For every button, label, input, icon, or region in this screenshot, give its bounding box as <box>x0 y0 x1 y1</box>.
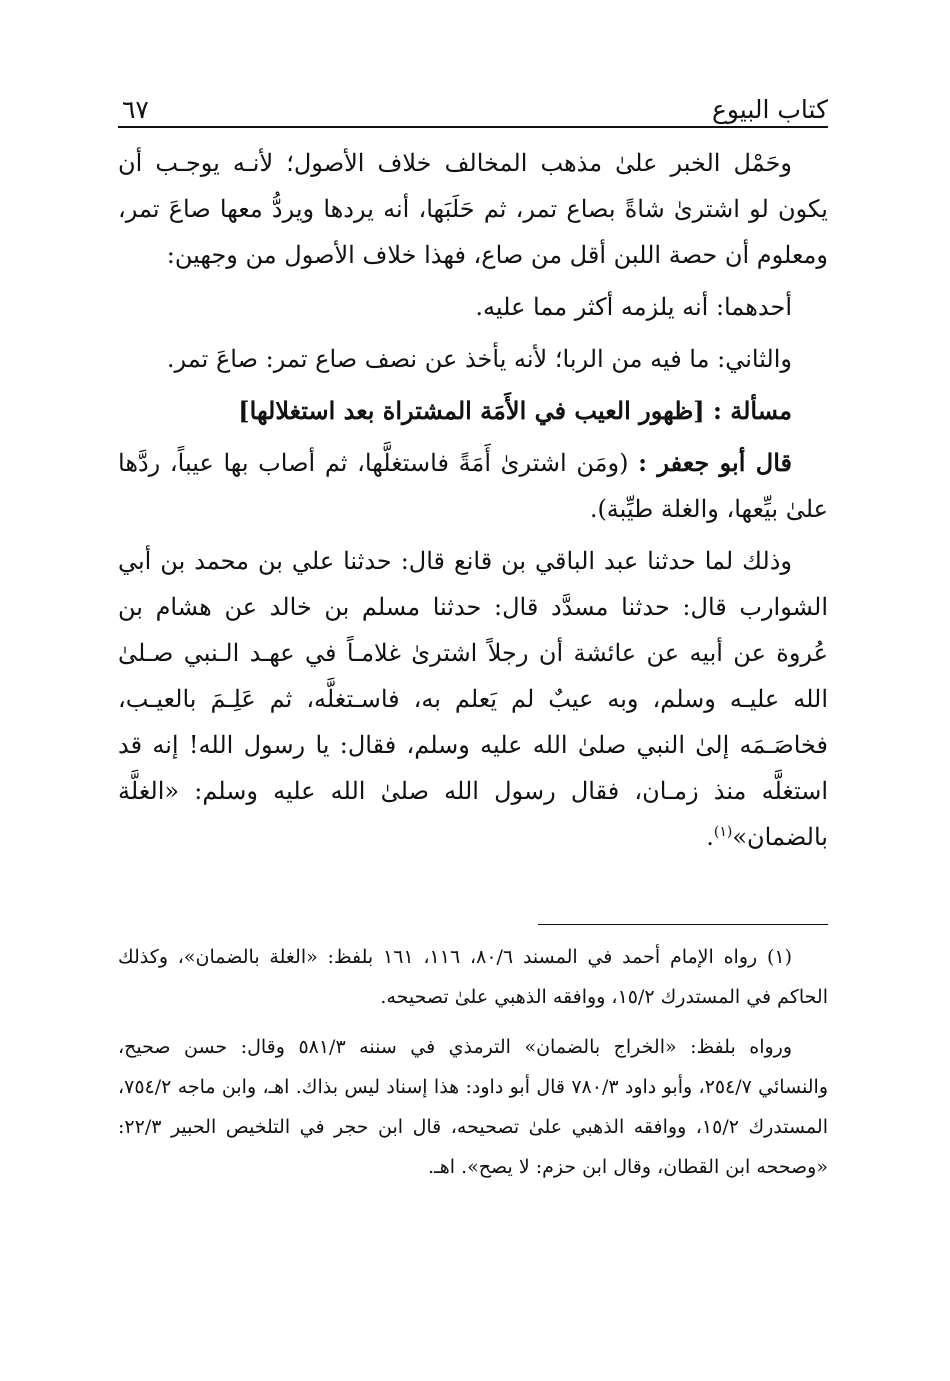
paragraph-2: أحدهما: أنه يلزمه أكثر مما عليه. <box>475 293 792 321</box>
paragraph-3: والثاني: ما فيه من الربا؛ لأنه يأخذ عن نصف صاع تمر: صاعَ تمر. <box>166 345 792 373</box>
quote-paragraph <box>118 440 828 532</box>
page-header <box>118 86 828 128</box>
hadith-end: . <box>706 823 714 851</box>
speaker-label: قال أبو جعفر : <box>638 448 792 477</box>
issue-heading <box>118 388 828 434</box>
footnote-separator <box>538 924 828 925</box>
hadith-paragraph <box>118 538 828 860</box>
book-page <box>118 86 828 1197</box>
running-title: كتاب البيوع <box>711 95 828 124</box>
footnote-1-continued: ورواه بلفظ: «الخراج بالضمان» الترمذي في سننه ٥٨١/٣ وقال: حسن صحيح، والنسائي ٢٥٤/٧، وأبو داود ٧٨٠/٣ قال أبو داود: هذا إسناد ليس بذاك. اهـ، وابن ماجه ٧٥٤/٢، المستدرك ١٥/٢، ووافقه الذهبي علىٰ تصحيحه، قال ابن حجر في التلخيص الحبير ٢٢/٣: «وصححه ابن القطان، وقال ابن حزم: لا يصح». اهـ. <box>118 1036 829 1178</box>
paragraph-1: وحَمْل الخبر علىٰ مذهب المخالف خلاف الأصول؛ لأنـه يوجـب أن يكون لو اشترىٰ شاةً بصاع تمر، ثم حَلَبَها، أنه يردها ويردُّ معها صاعَ تمر، ومعلوم أن حصة اللبن أقل من صاع، فهذا خلاف الأصول من وجهين: <box>118 149 828 269</box>
footnote-ref: (١) <box>713 824 733 840</box>
issue-title: [ظهور العيب في الأَمَة المشتراة بعد استغلالها] <box>238 396 705 425</box>
hadith-text: وذلك لما حدثنا عبد الباقي بن قانع قال: حدثنا علي بن محمد بن أبي الشوارب قال: حدثنا مسدَّد قال: حدثنا مسلم بن خالد عن هشام بن عُروة عن أبيه عن عائشة أن رجلاً اشترىٰ غلامـاً في عهـد الـنبي صـلىٰ الله عليـه وسلم، وبه عيبٌ لم يَعلم به، فاسـتغلَّه، ثم عَلِـمَ بالعيـب، فخاصَـمَه إلىٰ النبي صلىٰ الله عليه وسلم، فقال: يا رسول الله! إنه قد استغلَّه منذ زمـان، فقال رسول الله صلىٰ الله عليه وسلم: «الغلَّة بالضمان» <box>118 547 828 851</box>
page-number: ٦٧ <box>122 95 149 124</box>
footnote-1: (١) رواه الإمام أحمد في المسند ٨٠/٦، ١١٦، ١٦١ بلفظ: «الغلة بالضمان»، وكذلك الحاكم في المستدرك ١٥/٢، ووافقه الذهبي علىٰ تصحيحه. <box>118 946 828 1008</box>
main-text <box>118 140 828 860</box>
issue-label: مسألة : <box>713 396 792 425</box>
footnotes <box>118 925 828 1187</box>
quote-text: (ومَن اشترىٰ أَمَةً فاستغلَّها، ثم أصاب بها عيباً، ردَّها علىٰ بيِّعها، والغلة طيِّبة). <box>118 449 828 523</box>
